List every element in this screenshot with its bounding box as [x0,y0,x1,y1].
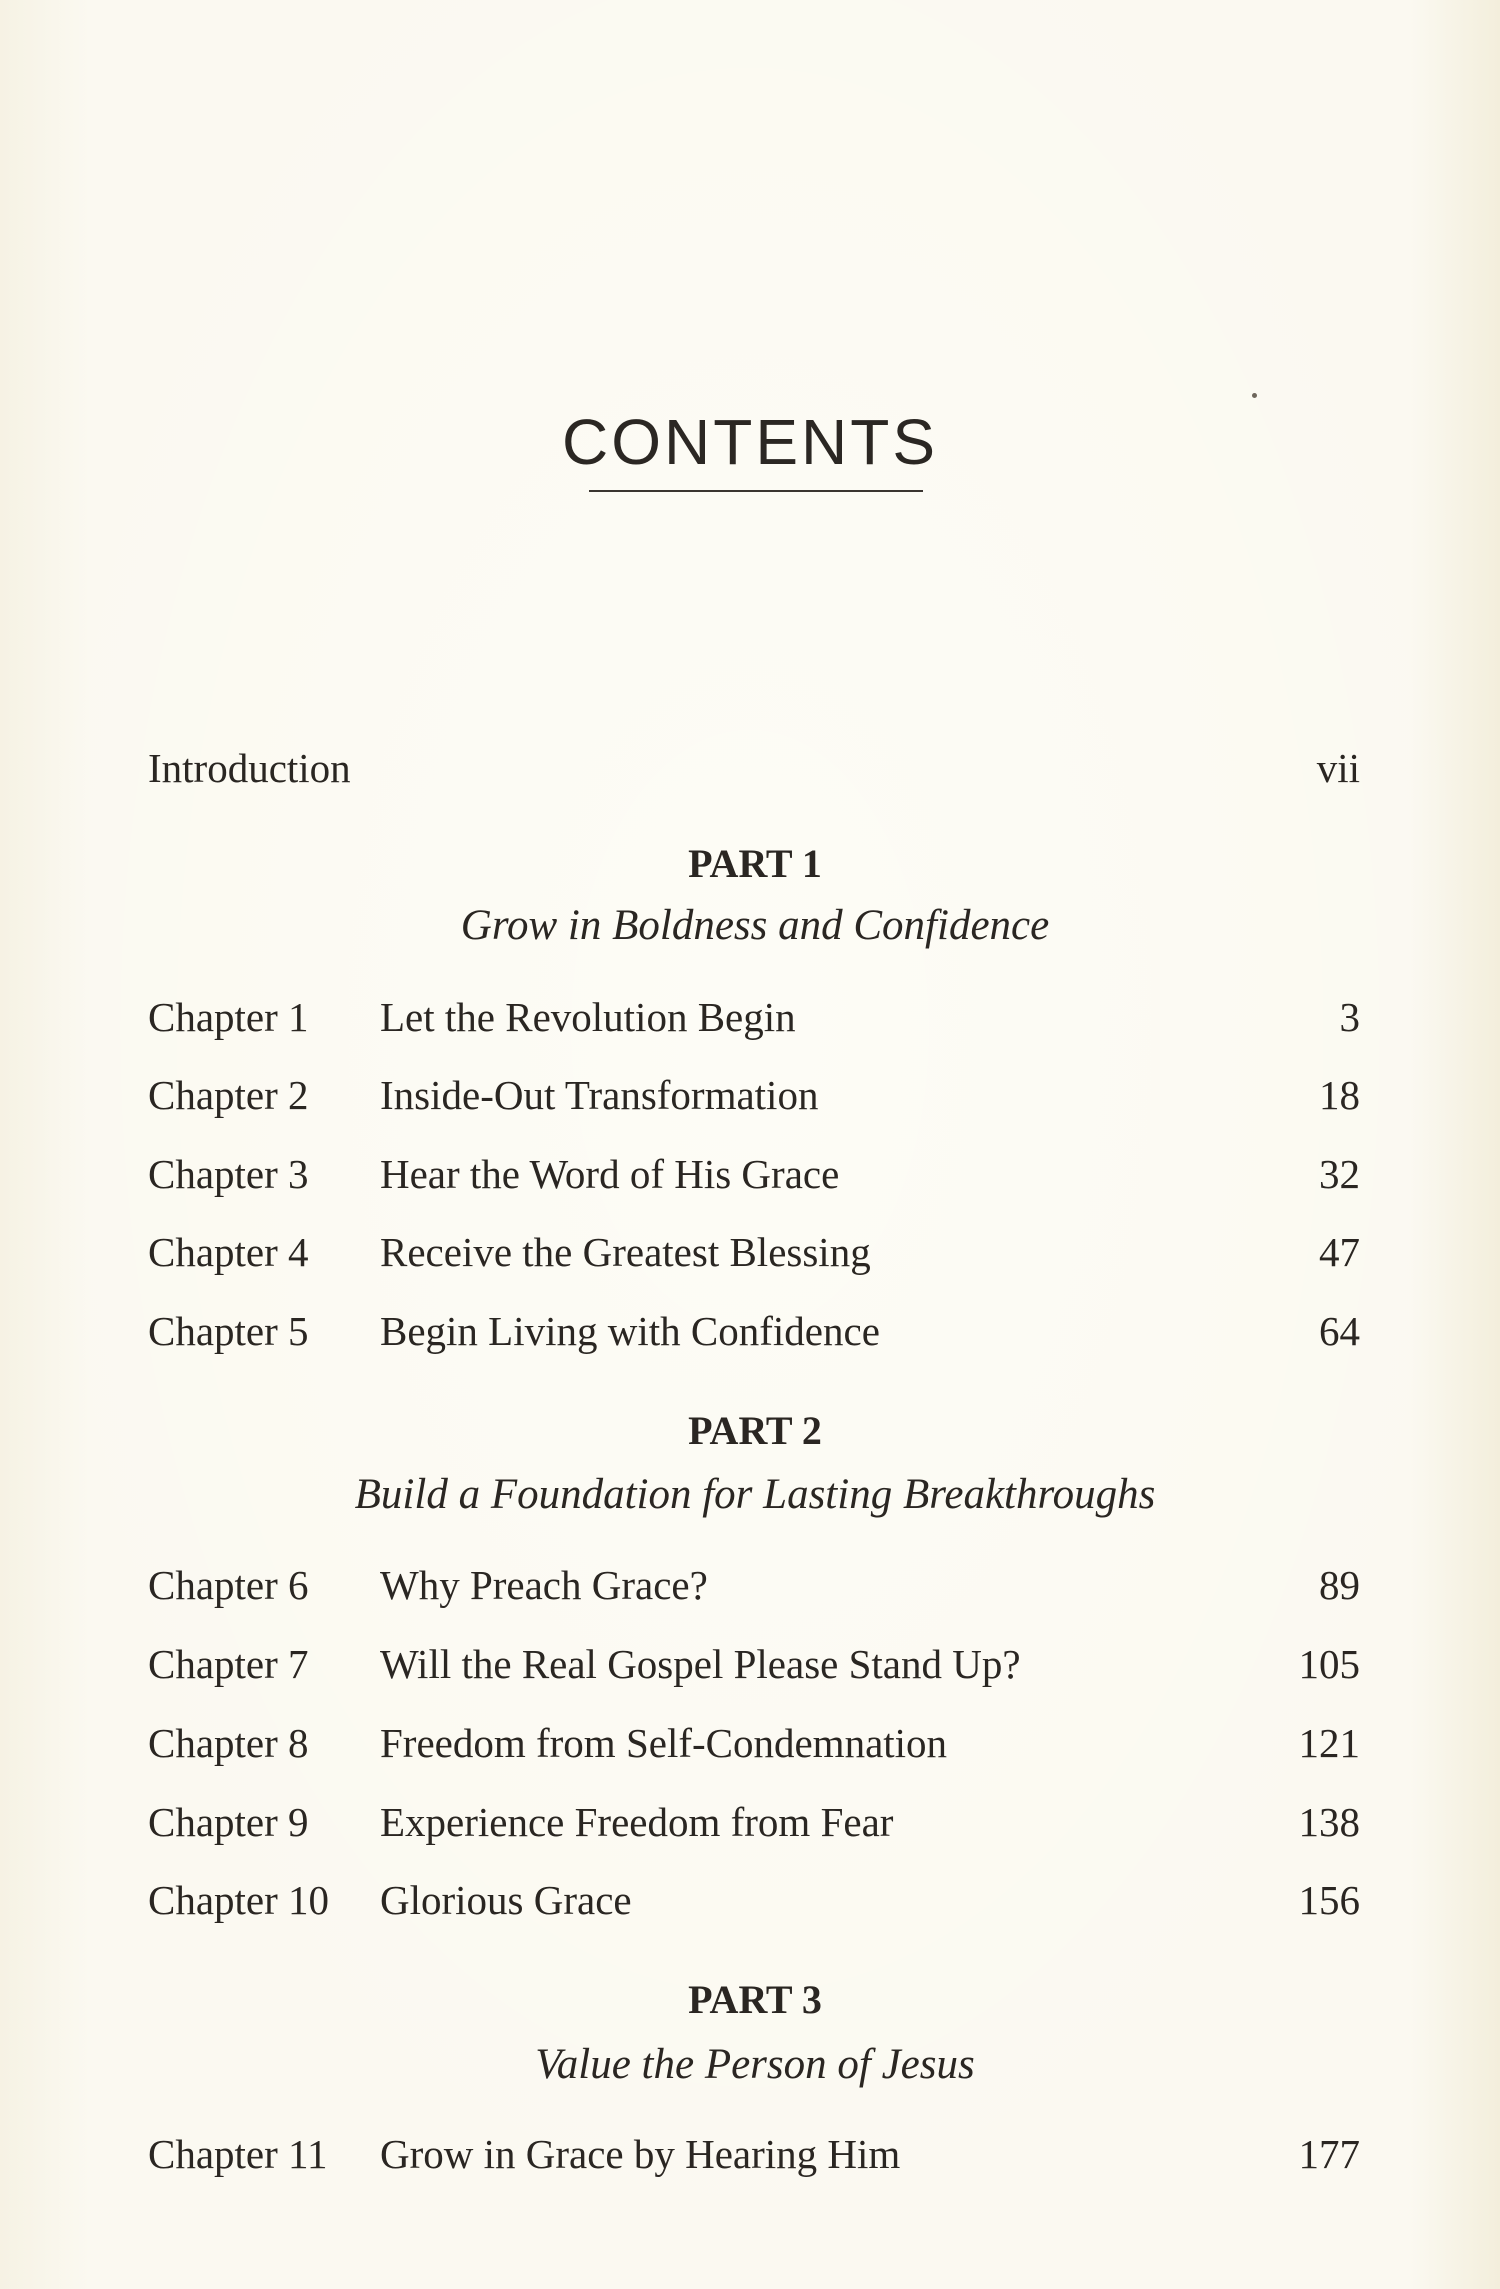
toc-entry-chapter-8[interactable] [148,1713,1360,1773]
toc-entry-chapter-11[interactable] [148,2124,1360,2184]
chapter-page-number: 156 [1298,1877,1360,1923]
toc-entry-chapter-1[interactable] [148,987,1360,1047]
paper-speck [1252,393,1257,398]
chapter-page-number: 89 [1319,1562,1360,1608]
chapter-number: Chapter 3 [148,1151,309,1197]
chapter-number: Chapter 11 [148,2131,328,2177]
chapter-page-number: 64 [1319,1308,1360,1354]
chapter-title: Inside-Out Transformation [380,1072,819,1118]
chapter-title: Glorious Grace [380,1877,632,1923]
chapter-number: Chapter 5 [148,1308,309,1354]
part-3-subtitle: Value the Person of Jesus [535,2041,975,2088]
chapter-title: Why Preach Grace? [380,1562,708,1608]
toc-entry-chapter-10[interactable] [148,1870,1360,1930]
chapter-title: Will the Real Gospel Please Stand Up? [380,1641,1021,1687]
chapter-number: Chapter 9 [148,1799,309,1845]
chapter-title: Begin Living with Confidence [380,1308,880,1354]
toc-entry-introduction[interactable] [148,738,1360,798]
toc-entry-chapter-2[interactable] [148,1065,1360,1125]
chapter-title: Freedom from Self-Condemnation [380,1720,948,1766]
chapter-title: Receive the Greatest Blessing [380,1229,871,1275]
chapter-page-number: 47 [1319,1229,1360,1275]
chapter-title: Let the Revolution Begin [380,994,796,1040]
toc-entry-chapter-3[interactable] [148,1144,1360,1204]
part-2-heading: PART 2 [688,1408,822,1453]
toc-entry-chapter-4[interactable] [148,1222,1360,1282]
toc-entry-chapter-5[interactable] [148,1301,1360,1361]
chapter-title: Hear the Word of His Grace [380,1151,840,1197]
part-2-subtitle: Build a Foundation for Lasting Breakthroughs [354,1471,1156,1518]
chapter-page-number: 3 [1339,994,1360,1040]
part-1-heading: PART 1 [688,841,822,886]
chapter-number: Chapter 2 [148,1072,309,1118]
toc-entry-chapter-7[interactable] [148,1634,1360,1694]
chapter-number: Chapter 6 [148,1562,309,1608]
chapter-page-number: 32 [1319,1151,1360,1197]
chapter-number: Chapter 4 [148,1229,309,1275]
chapter-number: Chapter 8 [148,1720,309,1766]
chapter-page-number: 177 [1298,2131,1360,2177]
chapter-page-number: 121 [1298,1720,1360,1766]
toc-entry-chapter-9[interactable] [148,1792,1360,1852]
chapter-title: Grow in Grace by Hearing Him [380,2131,901,2177]
introduction-page-number: vii [1316,745,1360,791]
toc-entry-chapter-6[interactable] [148,1555,1360,1615]
introduction-label: Introduction [148,745,351,791]
part-1-subtitle: Grow in Boldness and Confidence [460,902,1050,949]
title-underline [589,490,923,492]
chapter-page-number: 18 [1319,1072,1360,1118]
chapter-page-number: 138 [1298,1799,1360,1845]
part-3-heading: PART 3 [688,1977,822,2022]
chapter-page-number: 105 [1298,1641,1360,1687]
chapter-number: Chapter 1 [148,994,309,1040]
page-title: CONTENTS [562,406,938,478]
chapter-title: Experience Freedom from Fear [380,1799,894,1845]
chapter-number: Chapter 7 [148,1641,309,1687]
chapter-number: Chapter 10 [148,1877,330,1923]
